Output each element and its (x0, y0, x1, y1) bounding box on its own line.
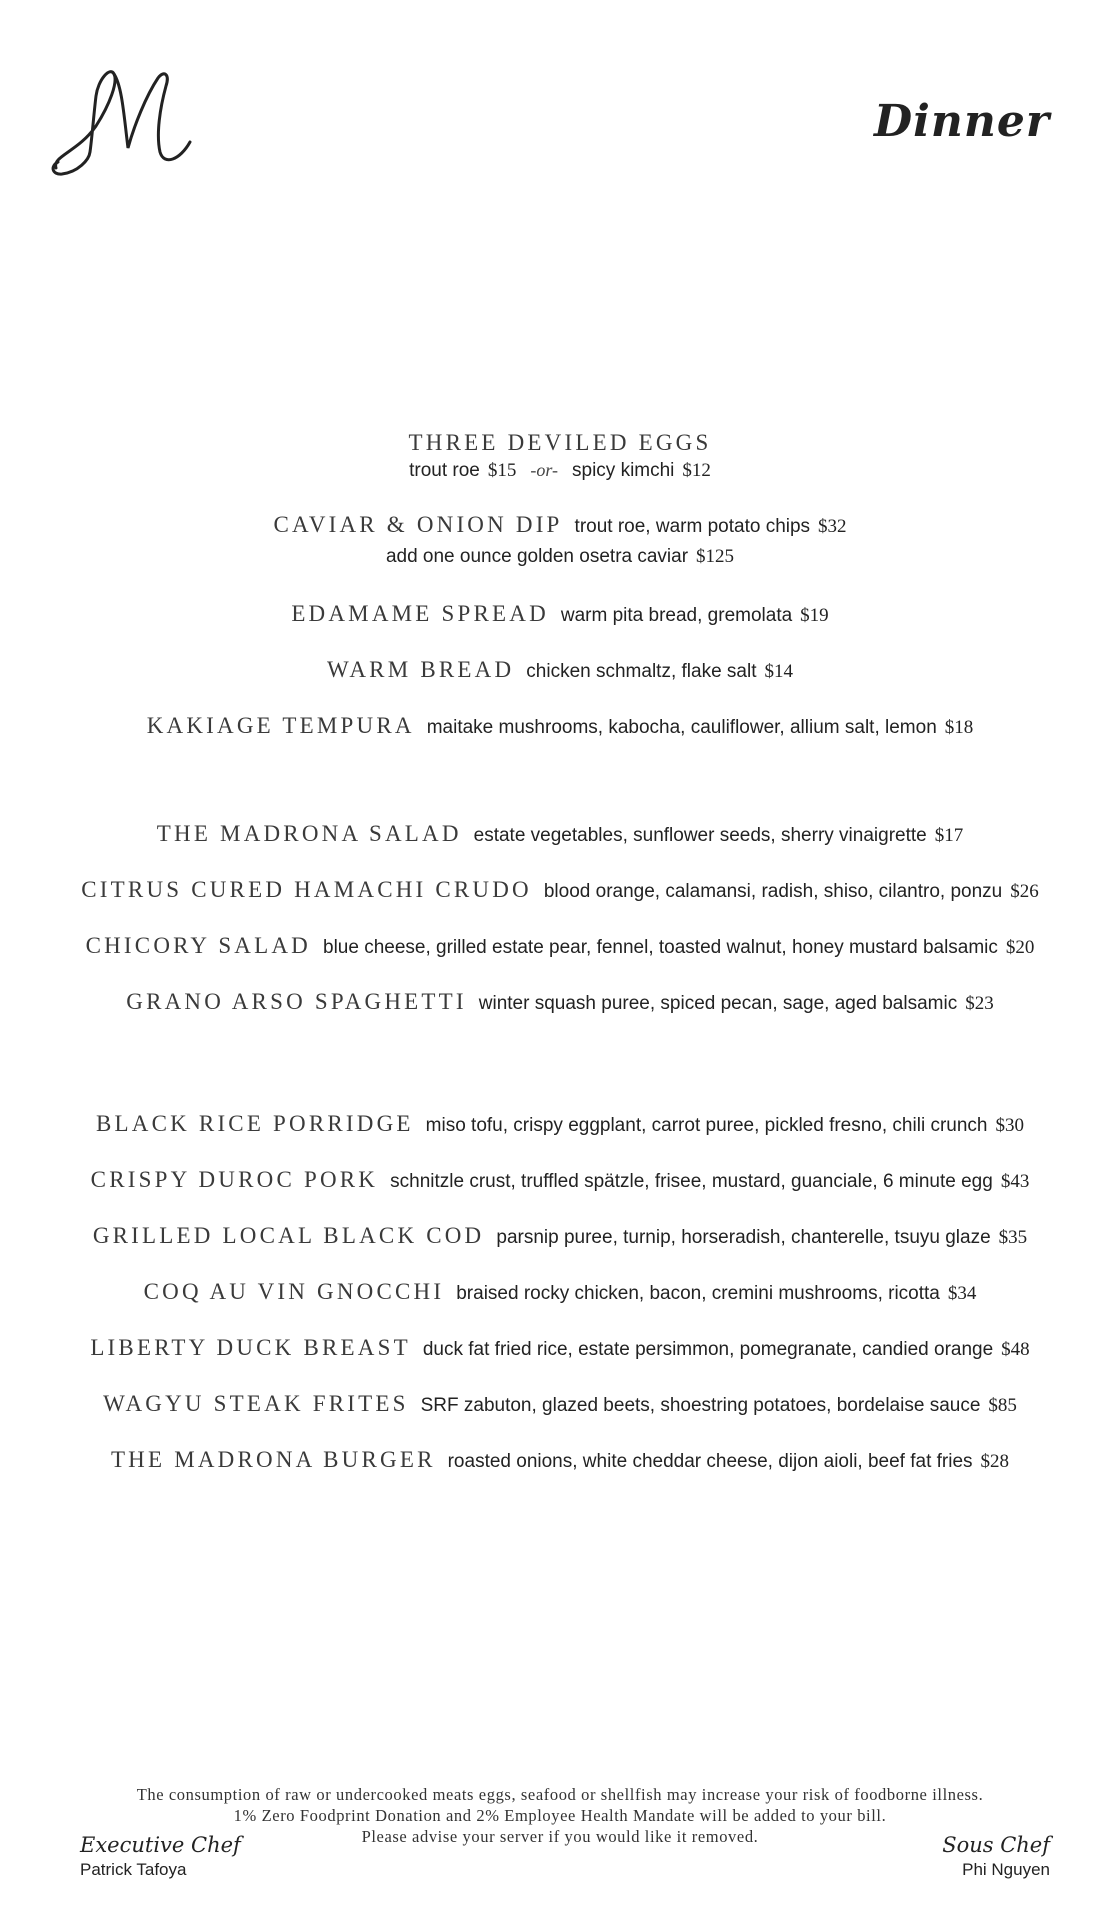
dish-description: winter squash puree, spiced pecan, sage, aged balsamic (478, 993, 958, 1014)
menu-item-hamachi-crudo (0, 877, 1120, 903)
menu-item-caviar-dip (0, 512, 1120, 538)
dish-price: $14 (764, 661, 793, 682)
dish-description: trout roe, warm potato chips (574, 516, 811, 537)
dish-name: EDAMAME SPREAD (291, 601, 549, 626)
menu-item-deviled-eggs (0, 430, 1120, 456)
dish-price: $28 (980, 1451, 1010, 1472)
dish-price: $34 (947, 1283, 977, 1304)
menu-item-black-rice-porridge (0, 1111, 1120, 1137)
dish-name: CHICORY SALAD (85, 933, 311, 958)
menu-item-grano-arso-spaghetti (0, 989, 1120, 1015)
sous-chef-label: Sous Chef (942, 1833, 1050, 1857)
dish-option-b-price: $12 (682, 460, 711, 481)
dish-name: CRISPY DUROC PORK (90, 1167, 379, 1192)
menu-item-madrona-salad (0, 821, 1120, 847)
menu-item-liberty-duck-breast (0, 1335, 1120, 1361)
dish-description: blood orange, calamansi, radish, shiso, cilantro, ponzu (543, 881, 1003, 902)
dish-name: THREE DEVILED EGGS (408, 430, 712, 455)
menu-item-chicory-salad (0, 933, 1120, 959)
disclaimer-line: 1% Zero Foodprint Donation and 2% Employee Health Mandate will be added to your bill. (233, 1806, 887, 1825)
menu-item-coq-au-vin-gnocchi (0, 1279, 1120, 1305)
dish-description: SRF zabuton, glazed beets, shoestring potatoes, bordelaise sauce (420, 1395, 981, 1416)
deviled-eggs-options (0, 460, 1120, 482)
dish-name: CITRUS CURED HAMACHI CRUDO (81, 877, 532, 902)
dish-price: $18 (944, 717, 974, 738)
menu-item-madrona-burger (0, 1447, 1120, 1473)
addon-description: add one ounce golden osetra caviar (385, 546, 689, 567)
dish-price: $48 (1001, 1339, 1030, 1360)
dish-price: $32 (818, 516, 847, 537)
menu-item-kakiage-tempura (0, 713, 1120, 739)
dish-option-b: spicy kimchi (572, 460, 675, 481)
m-monogram-logo (48, 56, 198, 186)
menu-item-crispy-duroc-pork (0, 1167, 1120, 1193)
disclaimer-line: Please advise your server if you would like it removed. (361, 1827, 759, 1846)
dish-price: $23 (965, 993, 994, 1014)
dish-name: WARM BREAD (327, 657, 515, 682)
dish-name: GRANO ARSO SPAGHETTI (126, 989, 467, 1014)
dish-price: $19 (800, 605, 829, 626)
dish-description: duck fat fried rice, estate persimmon, pomegranate, candied orange (422, 1339, 994, 1360)
caviar-addon (0, 546, 1120, 568)
dish-description: miso tofu, crispy eggplant, carrot puree, pickled fresno, chili crunch (425, 1115, 988, 1136)
executive-chef-credit (80, 1832, 241, 1882)
disclaimer-line: The consumption of raw or undercooked meats eggs, seafood or shellfish may increase your risk of foodborne illness. (136, 1785, 984, 1804)
dish-price: $30 (995, 1115, 1024, 1136)
dish-description: maitake mushrooms, kabocha, cauliflower, allium salt, lemon (426, 717, 937, 738)
menu-item-warm-bread (0, 657, 1120, 683)
executive-chef-name: Patrick Tafoya (80, 1860, 187, 1879)
dish-name: COQ AU VIN GNOCCHI (143, 1279, 445, 1304)
dish-description: schnitzle crust, truffled spätzle, frisee, mustard, guanciale, 6 minute egg (390, 1171, 993, 1192)
dish-price: $20 (1005, 937, 1035, 958)
dish-name: THE MADRONA BURGER (110, 1447, 436, 1472)
dish-price: $85 (988, 1395, 1017, 1416)
restaurant-logo (48, 56, 198, 186)
menu-item-edamame-spread (0, 601, 1120, 627)
dish-description: blue cheese, grilled estate pear, fennel, toasted walnut, honey mustard balsamic (323, 937, 998, 958)
dish-description: braised rocky chicken, bacon, cremini mushrooms, ricotta (456, 1283, 940, 1304)
or-separator: -or- (530, 460, 558, 480)
dish-description: parsnip puree, turnip, horseradish, chanterelle, tsuyu glaze (496, 1227, 991, 1248)
dish-option-a-price: $15 (487, 460, 517, 481)
menu-title: Dinner (873, 96, 1050, 147)
dish-name: THE MADRONA SALAD (156, 821, 462, 846)
dish-name: GRILLED LOCAL BLACK COD (92, 1223, 485, 1248)
executive-chef-label: Executive Chef (80, 1833, 241, 1857)
menu-item-wagyu-steak-frites (0, 1391, 1120, 1417)
dish-price: $26 (1010, 881, 1039, 902)
dish-name: KAKIAGE TEMPURA (146, 713, 415, 738)
dish-price: $35 (998, 1227, 1028, 1248)
dish-description: warm pita bread, gremolata (560, 605, 793, 626)
dish-name: LIBERTY DUCK BREAST (90, 1335, 411, 1360)
sous-chef-name: Phi Nguyen (962, 1860, 1050, 1879)
dish-price: $17 (934, 825, 964, 846)
dish-name: WAGYU STEAK FRITES (103, 1391, 409, 1416)
sous-chef-credit (942, 1832, 1050, 1882)
dish-name: BLACK RICE PORRIDGE (96, 1111, 414, 1136)
dish-price: $43 (1000, 1171, 1030, 1192)
dish-description: roasted onions, white cheddar cheese, dijon aioli, beef fat fries (447, 1451, 973, 1472)
dish-description: chicken schmaltz, flake salt (526, 661, 757, 682)
addon-price: $125 (696, 546, 735, 567)
menu-item-grilled-black-cod (0, 1223, 1120, 1249)
dish-name: CAVIAR & ONION DIP (273, 512, 563, 537)
dish-option-a: trout roe (409, 460, 480, 481)
dish-description: estate vegetables, sunflower seeds, sherry vinaigrette (473, 825, 927, 846)
